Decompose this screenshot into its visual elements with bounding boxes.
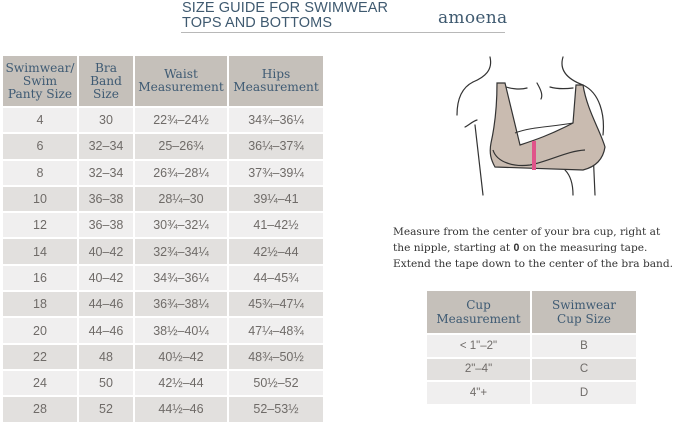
table-row [3,187,323,211]
cell-waist: 38½–40¼ [135,318,227,342]
cell-waist: 25–26¾ [135,134,227,158]
cell-hips: 50½–52 [229,371,323,395]
cell-cup-measurement: 2"–4" [427,359,530,381]
cell-swim-size: 16 [3,266,77,290]
table-row [3,397,323,421]
cell-swim-size: 4 [3,108,77,132]
table-row [3,371,323,395]
cell-swim-size: 20 [3,318,77,342]
cell-waist: 30¾–32¼ [135,213,227,237]
cell-swim-size: 12 [3,213,77,237]
cell-bra-band: 40–42 [79,239,133,263]
cell-hips: 48¾–50½ [229,345,323,369]
table-row [3,134,323,158]
table-row [3,318,323,342]
cell-cup-size: B [532,335,636,357]
cell-bra-band: 32–34 [79,134,133,158]
cell-swim-size: 8 [3,161,77,185]
title-divider [181,32,505,33]
cell-hips: 52–53½ [229,397,323,421]
cell-bra-band: 52 [79,397,133,421]
cell-hips: 39¼–41 [229,187,323,211]
cell-swim-size: 24 [3,371,77,395]
cell-swim-size: 22 [3,345,77,369]
cell-swim-size: 28 [3,397,77,421]
cell-bra-band: 30 [79,108,133,132]
measuring-tape-marker [532,141,536,170]
cup-size-table [425,289,638,406]
cell-swim-size: 18 [3,292,77,316]
cell-bra-band: 36–38 [79,213,133,237]
cell-bra-band: 36–38 [79,187,133,211]
col-header-bra-band: Bra Band Size [79,56,133,106]
cell-bra-band: 32–34 [79,161,133,185]
page-title [182,1,388,31]
instructions-line-1: Measure from the center of your bra cup, right at [393,226,661,238]
cell-hips: 47¼–48¾ [229,318,323,342]
cell-cup-measurement: 4"+ [427,382,530,404]
zero-mark: 0 [513,242,520,254]
cell-waist: 22¾–24½ [135,108,227,132]
table-row [3,345,323,369]
title-line-2: TOPS AND BOTTOMS [182,15,333,31]
cell-waist: 28¼–30 [135,187,227,211]
cell-waist: 32¾–34¼ [135,239,227,263]
cell-waist: 34¾–36¼ [135,266,227,290]
cell-waist: 26¾–28¼ [135,161,227,185]
instructions-line-3: Extend the tape down to the center of the bra band. [393,258,674,270]
cell-cup-measurement: < 1"–2" [427,335,530,357]
table-row [427,335,636,357]
cell-hips: 41–42½ [229,213,323,237]
table-row [3,292,323,316]
cell-hips: 42½–44 [229,239,323,263]
brand-logo: amoena [438,8,508,28]
table-row [427,382,636,404]
table-row [3,213,323,237]
cell-hips: 36¼–37¾ [229,134,323,158]
col-header-waist: Waist Measurement [135,56,227,106]
table-header-row [427,291,636,333]
cell-cup-size: D [532,382,636,404]
cell-hips: 44–45¾ [229,266,323,290]
cell-bra-band: 44–46 [79,318,133,342]
cell-bra-band: 48 [79,345,133,369]
cell-swim-size: 14 [3,239,77,263]
table-row [3,108,323,132]
table-row [3,239,323,263]
col-header-swim-size: Swimwear/ Swim Panty Size [3,56,77,106]
cell-waist: 44½–46 [135,397,227,421]
cell-swim-size: 10 [3,187,77,211]
cell-waist: 42½–44 [135,371,227,395]
cell-waist: 40½–42 [135,345,227,369]
cell-bra-band: 44–46 [79,292,133,316]
cell-hips: 34¾–36¼ [229,108,323,132]
bra-measurement-illustration-icon [455,55,615,200]
cell-hips: 37¾–39¼ [229,161,323,185]
cell-swim-size: 6 [3,134,77,158]
table-row [427,359,636,381]
cell-hips: 45¾–47¼ [229,292,323,316]
cell-bra-band: 40–42 [79,266,133,290]
cell-waist: 36¾–38¼ [135,292,227,316]
table-row [3,266,323,290]
table-header-row [3,56,323,106]
cell-cup-size: C [532,359,636,381]
cell-bra-band: 50 [79,371,133,395]
col-header-cup-measurement: Cup Measurement [427,291,530,333]
col-header-hips: Hips Measurement [229,56,323,106]
title-line-1: SIZE GUIDE FOR SWIMWEAR [182,0,389,16]
size-guide-table [1,54,325,424]
measurement-instructions [393,224,679,272]
col-header-swim-cup-size: Swimwear Cup Size [532,291,636,333]
table-row [3,161,323,185]
instructions-line-2: the nipple, starting at 0 on the measuring tape. [393,242,648,254]
